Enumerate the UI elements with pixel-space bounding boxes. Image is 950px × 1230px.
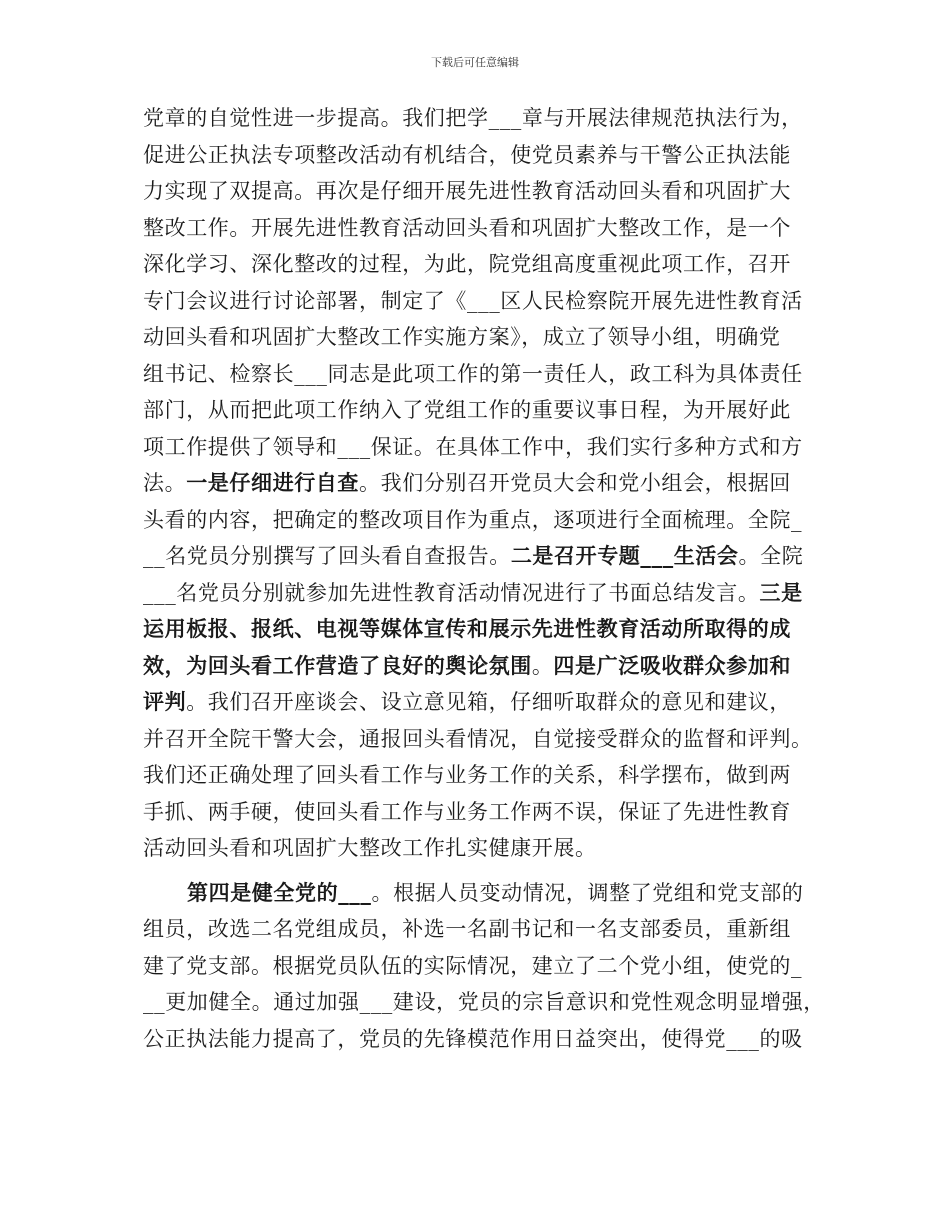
text-segment: 公正执法能力提高了，党员的先锋模范作用日益突出，使得党___的吸 bbox=[143, 1026, 803, 1051]
text-segment: __更加健全。通过加强___建设，党员的宗旨意识和党性观念明显增强， bbox=[143, 990, 825, 1014]
text-line bbox=[143, 648, 823, 685]
text-line bbox=[143, 392, 823, 429]
text-line bbox=[143, 246, 823, 283]
text-line bbox=[143, 210, 823, 247]
text-line bbox=[143, 875, 823, 912]
text-line bbox=[143, 830, 823, 867]
bold-text-segment: 二是召开专题___生活会 bbox=[510, 544, 739, 568]
text-line bbox=[143, 173, 823, 210]
text-segment: 。 bbox=[531, 653, 554, 678]
text-segment: 动回头看和巩固扩大整改工作实施方案》，成立了领导小组，明确党 bbox=[143, 325, 781, 349]
text-segment: 建了党支部。根据党员队伍的实际情况，建立了二个党小组，使党的_ bbox=[143, 953, 803, 978]
text-line bbox=[143, 283, 823, 320]
text-segment: ___名党员分别就参加先进性教育活动情况进行了书面总结发言。 bbox=[143, 580, 760, 605]
text-segment: 党章的自觉性进一步提高。我们把学___章与开展法律规范执法行为， bbox=[143, 106, 803, 130]
paragraph-2 bbox=[143, 875, 823, 1058]
bold-text-segment: 运用板报、报纸、电视等媒体宣传和展示先进性教育活动所取得的成 bbox=[143, 617, 791, 641]
text-segment: 我们还正确处理了回头看工作与业务工作的关系，科学摆布，做到两 bbox=[143, 763, 791, 787]
text-line bbox=[143, 100, 823, 137]
text-line bbox=[143, 502, 823, 539]
text-segment: 头看的内容，把确定的整改项目作为重点，逐项进行全面梳理。全院_ bbox=[143, 507, 803, 532]
text-segment: 手抓、两手硬，使回头看工作与业务工作两不误，保证了先进性教育 bbox=[143, 799, 791, 824]
text-line bbox=[143, 757, 823, 794]
text-line bbox=[143, 429, 823, 466]
text-line bbox=[143, 538, 823, 575]
text-segment: 深化学习、深化整改的过程，为此，院党组高度重视此项工作，召开 bbox=[143, 252, 791, 276]
bold-text-segment: 一是仔细进行自查 bbox=[186, 471, 360, 495]
text-line bbox=[143, 948, 823, 985]
text-segment: 组员，改选二名党组成员，补选一名副书记和一名支部委员，重新组 bbox=[143, 917, 791, 941]
text-line bbox=[143, 984, 823, 1021]
bold-text-segment: 四是广泛吸收群众参加和 bbox=[553, 653, 792, 678]
document-body bbox=[143, 100, 823, 1057]
text-segment: 促进公正执法专项整改活动有机结合，使党员素养与干警公正执法能 bbox=[143, 142, 791, 167]
page-header: 下载后可任意编辑 bbox=[431, 56, 519, 69]
text-segment: 整改工作。开展先进性教育活动回头看和巩固扩大整改工作，是一个 bbox=[143, 215, 791, 240]
text-segment: 组书记、检察长___同志是此项工作的第一责任人，政工科为具体责任 bbox=[143, 361, 803, 386]
text-line bbox=[143, 575, 823, 612]
text-segment: 项工作提供了领导和___保证。在具体工作中，我们实行多种方式和方 bbox=[143, 434, 803, 459]
bold-text-segment: 效，为回头看工作营造了良好的舆论氛围 bbox=[143, 653, 532, 678]
bold-text-segment: 三是 bbox=[759, 580, 803, 605]
bold-text-segment: 第四是健全党的___ bbox=[187, 880, 372, 905]
text-segment: 力实现了双提高。再次是仔细开展先进性教育活动回头看和巩固扩大 bbox=[143, 179, 791, 203]
bold-text-segment: 评判 bbox=[143, 690, 187, 714]
paragraph-1 bbox=[143, 100, 823, 867]
text-segment: 专门会议进行讨论部署，制定了《___区人民检察院开展先进性教育活 bbox=[143, 288, 803, 313]
text-line bbox=[143, 721, 823, 758]
text-line bbox=[143, 684, 823, 721]
text-line bbox=[143, 465, 823, 502]
text-segment: 并召开全院干警大会，通报回头看情况，自觉接受群众的监督和评判。 bbox=[143, 726, 813, 751]
text-segment: __名党员分别撰写了回头看自查报告。 bbox=[143, 544, 511, 568]
text-segment: 部门，从而把此项工作纳入了党组工作的重要议事日程，为开展好此 bbox=[143, 398, 791, 422]
text-line bbox=[143, 356, 823, 393]
text-segment: 法。 bbox=[143, 471, 187, 495]
text-segment: 活动回头看和巩固扩大整改工作扎实健康开展。 bbox=[143, 836, 597, 860]
text-line bbox=[143, 1021, 823, 1058]
text-segment: 。我们召开座谈会、设立意见箱，仔细听取群众的意见和建议， bbox=[186, 690, 792, 714]
text-segment: 。根据人员变动情况，调整了党组和党支部的 bbox=[371, 880, 804, 905]
text-line bbox=[143, 794, 823, 831]
text-segment: 。我们分别召开党员大会和党小组会，根据回 bbox=[359, 471, 792, 495]
text-segment: 。全院 bbox=[738, 544, 804, 568]
text-line bbox=[143, 319, 823, 356]
text-line bbox=[143, 911, 823, 948]
text-line bbox=[143, 137, 823, 174]
text-line bbox=[143, 611, 823, 648]
